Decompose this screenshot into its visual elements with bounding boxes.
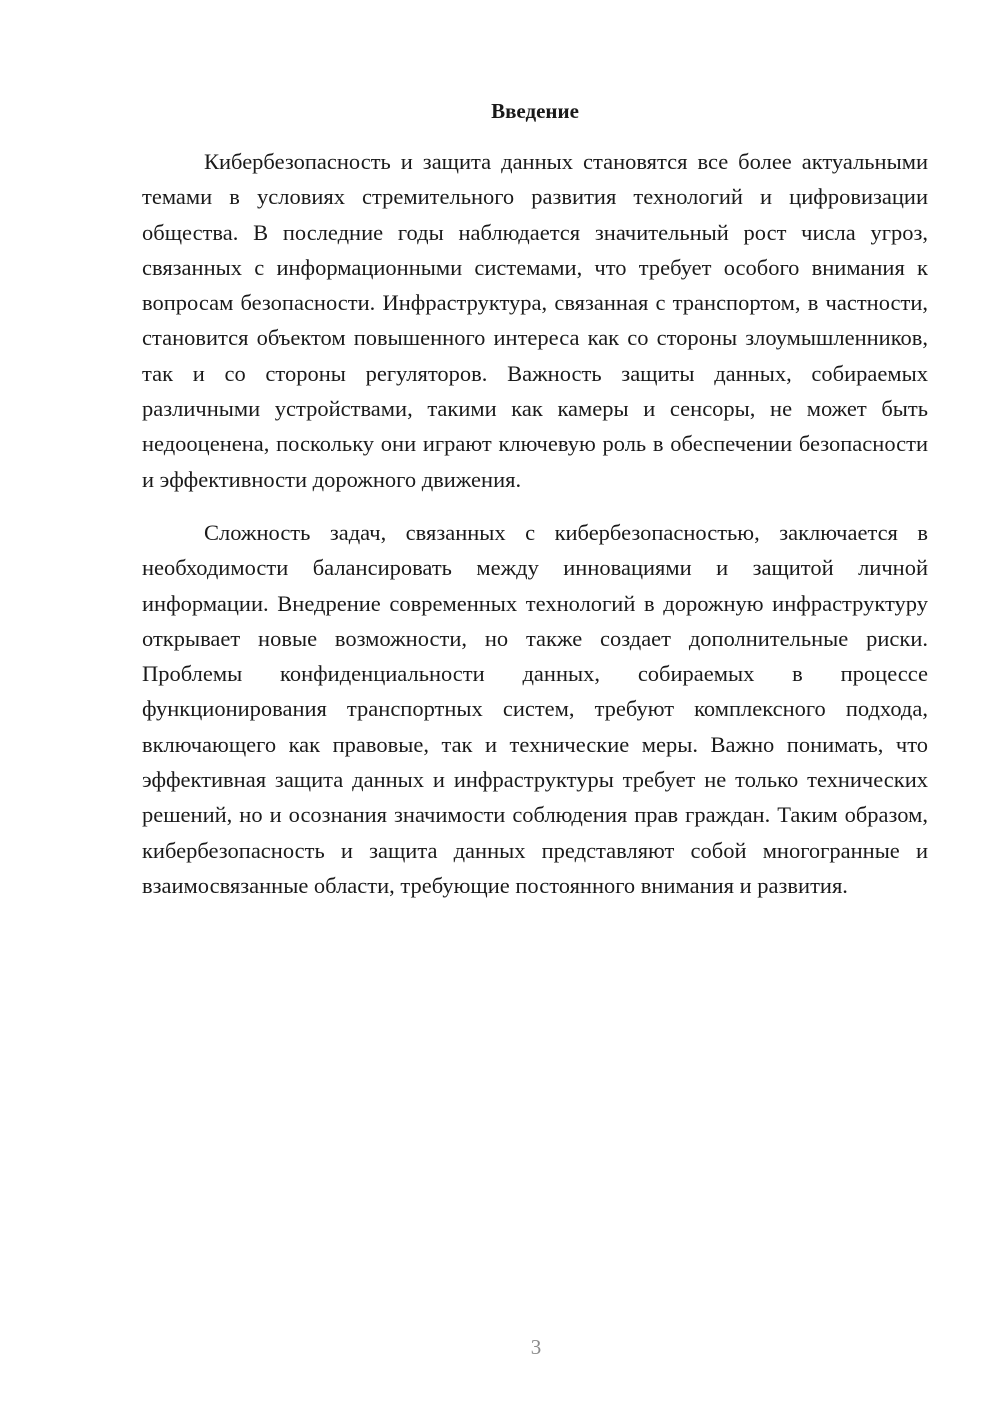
page-number: 3: [530, 1335, 542, 1359]
section-heading: Введение: [491, 99, 579, 123]
paragraph-2: Сложность задач, связанных с кибербезопасностью, заключается в необходимости балансировать между инновациями и защитой личной информации. Внедрение современных технологий в дорожную инфраструктуру открывает новые возможности, но также создает дополнительные риски. Проблемы конфиденциальности данных, собираемых в процессе функционирования транспортных систем, требуют комплексного подхода, включающего как правовые, так и технические меры. Важно понимать, что эффективная защита данных и инфраструктуры требует не только технических решений, но и осознания значимости соблюдения прав граждан. Таким образом, кибербезопасность и защита данных представляют собой многогранные и взаимосвязанные области, требующие постоянного внимания и развития.: [142, 519, 928, 898]
body-text: [142, 144, 928, 903]
paragraph-1: Кибербезопасность и защита данных становятся все более актуальными темами в условиях стремительного развития технологий и цифровизации общества. В последние годы наблюдается значительный рост числа угроз, связанных с информационными системами, что требует особого внимания к вопросам безопасности. Инфраструктура, связанная с транспортом, в частности, становится объектом повышенного интереса как со стороны злоумышленников, так и со стороны регуляторов. Важность защиты данных, собираемых различными устройствами, такими как камеры и сенсоры, не может быть недооценена, поскольку они играют ключевую роль в обеспечении безопасности и эффективности дорожного движения.: [142, 149, 928, 492]
